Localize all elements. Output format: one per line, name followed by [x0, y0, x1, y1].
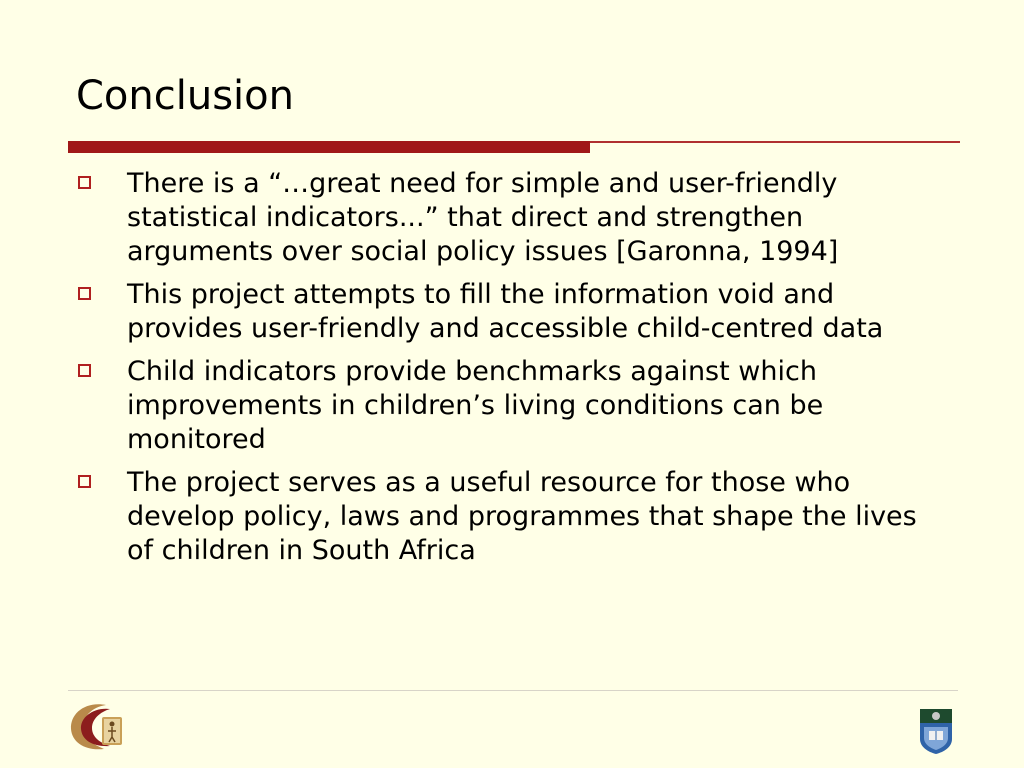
bullet-list [78, 167, 948, 577]
title-divider-thick [68, 141, 590, 153]
bullet-item [78, 278, 948, 346]
bullet-text: This project attempts to fill the information void and provides user-friendly and accessible child-centred data [127, 279, 884, 344]
bullet-text: Child indicators provide benchmarks against which improvements in children’s living conditions can be monitored [127, 356, 824, 455]
slide-title: Conclusion [76, 73, 294, 119]
bullet-item [78, 466, 948, 568]
footer-divider [68, 690, 958, 691]
square-outline-icon [78, 364, 91, 377]
square-outline-icon [78, 176, 91, 189]
university-crest-icon [918, 707, 954, 755]
bullet-text: The project serves as a useful resource for those who develop policy, laws and programmes that shape the lives of children in South Africa [127, 467, 917, 566]
bullet-item [78, 355, 948, 457]
bullet-item [78, 167, 948, 269]
bullet-text: There is a “…great need for simple and user-friendly statistical indicators...” that direct and strengthen arguments over social policy issues [Garonna, 1994] [127, 168, 839, 267]
square-outline-icon [78, 475, 91, 488]
square-outline-icon [78, 287, 91, 300]
institute-logo-icon [66, 699, 132, 753]
